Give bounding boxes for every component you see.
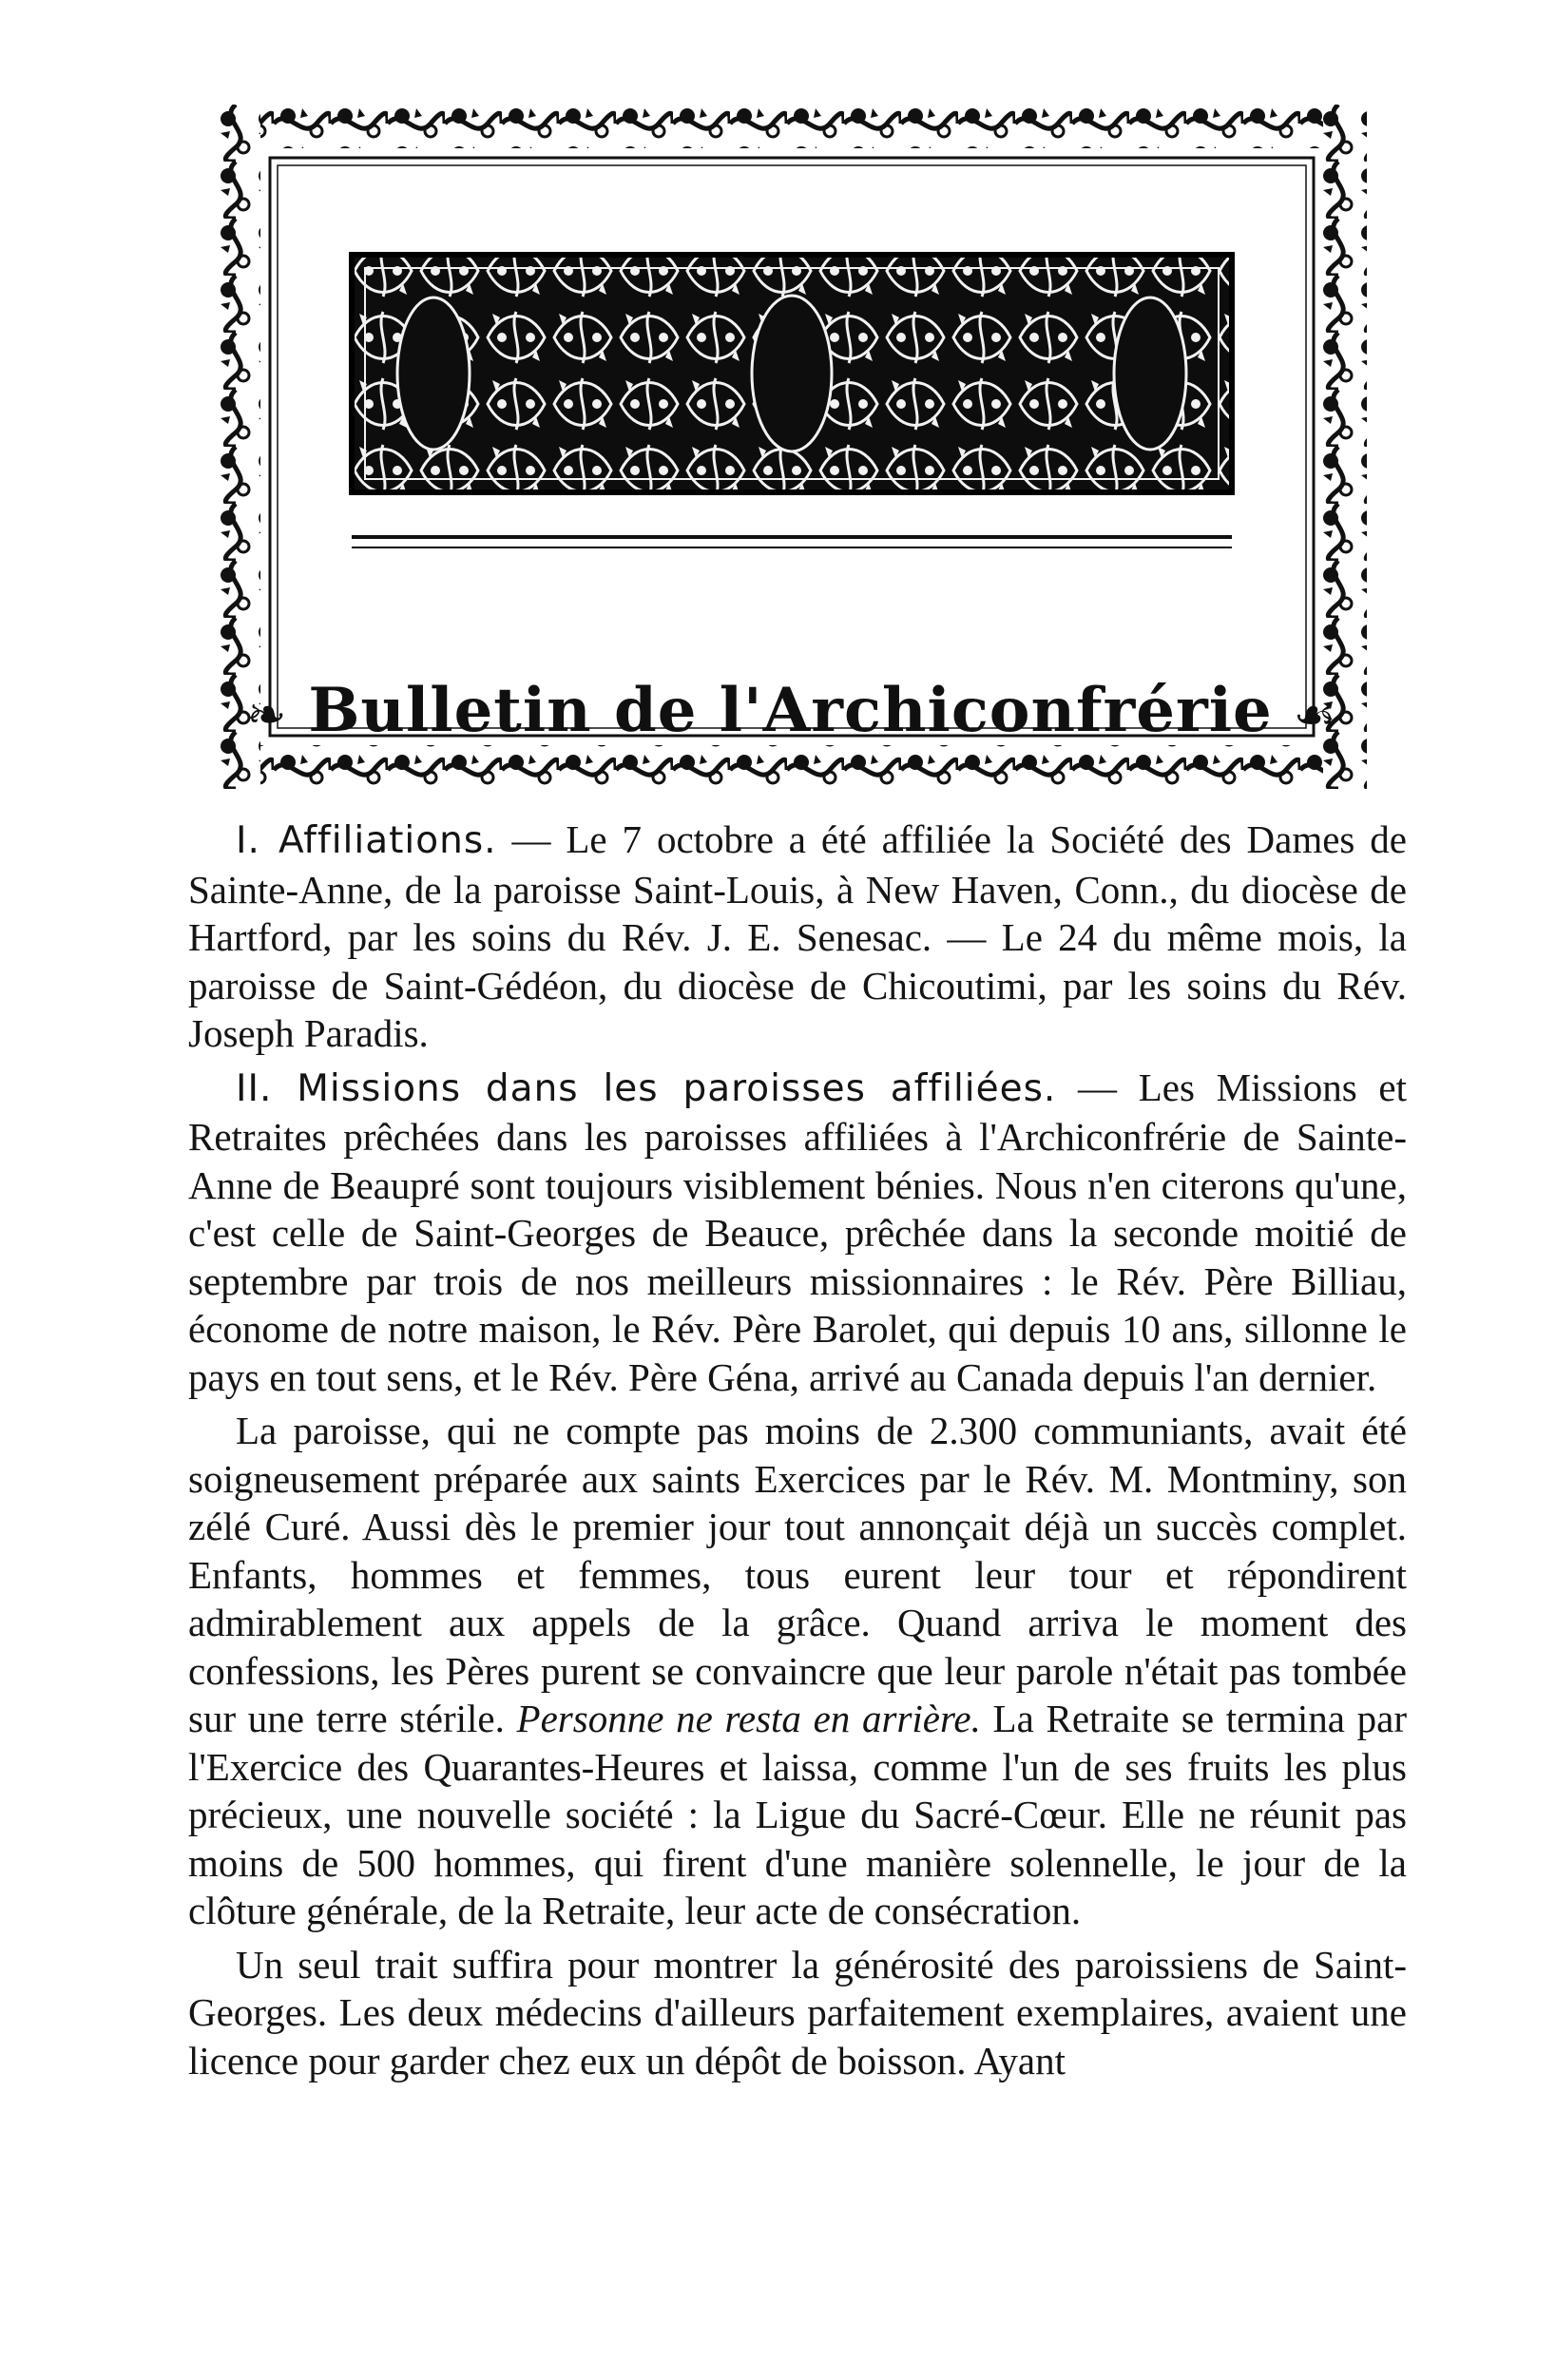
ornamental-header xyxy=(217,105,1367,789)
bulletin-title-text: Bulletin de l'Archiconfrérie xyxy=(308,675,1273,746)
bulletin-title xyxy=(217,675,1367,746)
paragraph-parish-part1: La paroisse, qui ne compte pas moins de 2.300 communiants, avait été soigneusement préparée aux saints Exercices par le Rév. M. Montminy, son zélé Curé. Aussi dès le premier jour tout annonçait déjà un succès complet. Enfants, hommes et femmes, tous eurent leur tour et répondirent admirablement aux appels de la grâce. Quand arriva le moment des confessions, les Pères purent se convaincre que leur parole n'était pas tombée sur une terre stérile. xyxy=(188,1409,1407,1740)
section-heading-missions: II. Missions dans les paroisses affiliées. xyxy=(236,1066,1057,1110)
section-text-missions: — Les Missions et Retraites prêchées dans les paroisses affiliées à l'Archiconfrérie de Sainte-Anne de Beaupré sont toujours visiblement bénies. Nous n'en citerons qu'une, c'est celle de Saint-Georges de Beauce, prêchée dans la seconde moitié de septembre par trois de nos meilleurs missionnaires : le Rév. Père Billiau, économe de notre maison, le Rév. Père Barolet, qui depuis 10 ans, sillonne le pays en tout sens, et le Rév. Père Géna, arrivé au Canada depuis l'an dernier. xyxy=(188,1065,1407,1399)
paragraph-parish-part2: La Retraite se termina par l'Exercice des Quarantes-Heures et laissa, comme l'un de ses fruits les plus précieux, une nouvelle société : la Ligue du Sacré-Cœur. Elle ne réunit pas moins de 500 hommes, qui firent d'une manière solennelle, le jour de la clôture générale, de la Retraite, leur acte de consécration. xyxy=(188,1697,1407,1932)
section-heading-affiliations: I. Affiliations. xyxy=(236,819,497,862)
section-missions xyxy=(188,1064,1407,1402)
section-text-affiliations: — Le 7 octobre a été affiliée la Société des Dames de Sainte-Anne, de la paroisse Saint-Louis, à New Haven, Conn., du diocèse de Hartford, par les soins du Rév. J. E. Senesac. — Le 24 du même mois, la paroisse de Saint-Gédéon, du diocèse de Chicoutimi, par les soins du Rév. Joseph Paradis. xyxy=(188,817,1408,1055)
section-affiliations xyxy=(188,816,1407,1058)
flourish-right-icon: ☙ xyxy=(1293,687,1337,742)
paragraph-parish-italic: Personne ne resta en arrière. xyxy=(516,1697,981,1740)
flourish-left-icon: ❧ xyxy=(246,687,288,742)
article-body xyxy=(188,816,1407,2084)
paragraph-generosity: Un seul trait suffira pour montrer la générosité des paroissiens de Saint-Georges. Les deux médecins d'ailleurs parfaitement exemplaires, avaient une licence pour garder chez eux un dépôt de boisson. Ayant xyxy=(188,1942,1407,2082)
paragraph-parish xyxy=(188,1407,1407,1935)
